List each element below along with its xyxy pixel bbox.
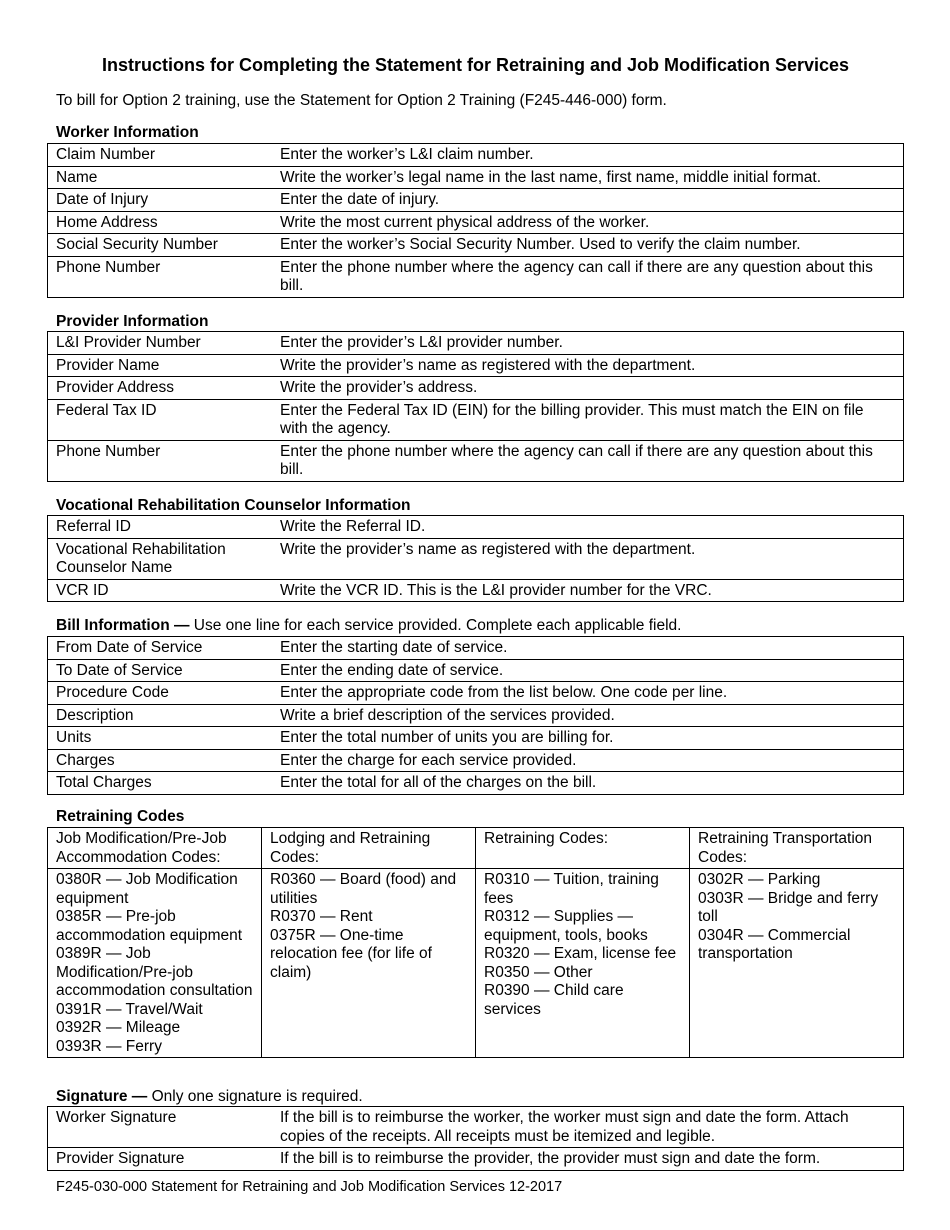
table-row — [48, 749, 904, 772]
table-row — [48, 538, 904, 579]
table-row — [48, 211, 904, 234]
code-item: 0303R — Bridge and ferry toll — [698, 889, 879, 925]
table-row — [48, 659, 904, 682]
row-label: Charges — [48, 749, 273, 772]
vrc-section-title: Vocational Rehabilitation Counselor Information — [56, 497, 411, 514]
codes-header: Retraining Codes: — [476, 828, 690, 869]
code-item: 0302R — Parking — [698, 871, 821, 888]
codes-column-retraining — [476, 869, 690, 1058]
table-row — [48, 579, 904, 602]
row-value: Enter the Federal Tax ID (EIN) for the billing provider. This must match the EIN on file with the agency. — [272, 399, 904, 440]
code-item: 0393R — Ferry — [56, 1037, 162, 1055]
row-label: From Date of Service — [48, 637, 273, 660]
row-label: Referral ID — [48, 516, 273, 539]
row-value: Enter the worker’s L&I claim number. — [272, 144, 904, 167]
table-row — [48, 772, 904, 795]
table-row — [48, 516, 904, 539]
row-value: Write a brief description of the services provided. — [272, 704, 904, 727]
row-value: Write the provider’s name as registered with the department. — [272, 354, 904, 377]
row-value: Write the provider’s name as registered with the department. — [272, 538, 904, 579]
row-value: Enter the worker’s Social Security Number. Used to verify the claim number. — [272, 234, 904, 257]
table-row — [48, 377, 904, 400]
row-label: Provider Name — [48, 354, 273, 377]
worker-table — [47, 143, 904, 298]
form-footer: F245-030-000 Statement for Retraining and Job Modification Services 12-2017 — [56, 1179, 563, 1195]
code-item: 0375R — One-time relocation fee (for life of claim) — [270, 926, 432, 981]
row-label: L&I Provider Number — [48, 332, 273, 355]
table-row — [48, 144, 904, 167]
codes-header: Job Modification/Pre-Job Accommodation Codes: — [48, 828, 262, 869]
table-row — [48, 354, 904, 377]
code-item: R0370 — Rent — [270, 908, 373, 925]
table-row — [48, 1148, 904, 1171]
row-label: Procedure Code — [48, 682, 273, 705]
row-value: Write the most current physical address of the worker. — [272, 211, 904, 234]
row-label: Vocational Rehabilitation Counselor Name — [48, 538, 273, 579]
row-label: To Date of Service — [48, 659, 273, 682]
row-value: Write the Referral ID. — [272, 516, 904, 539]
code-item: R0360 — Board (food) and utilities — [270, 871, 457, 907]
row-value: Write the provider’s address. — [272, 377, 904, 400]
codes-column-transportation — [690, 869, 904, 1058]
code-item: 0380R — Job Modification equipment — [56, 871, 238, 907]
codes-column-lodging — [262, 869, 476, 1058]
code-item: R0390 — Child care services — [484, 982, 624, 1018]
code-item: R0310 — Tuition, training fees — [484, 871, 659, 907]
table-row — [48, 166, 904, 189]
table-row — [48, 189, 904, 212]
code-item: R0350 — Other — [484, 963, 593, 981]
table-row — [48, 399, 904, 440]
row-label: Description — [48, 704, 273, 727]
row-label: Social Security Number — [48, 234, 273, 257]
table-row — [48, 234, 904, 257]
row-value: Enter the phone number where the agency can call if there are any question about this bill. — [272, 256, 904, 297]
codes-header: Retraining Transportation Codes: — [690, 828, 904, 869]
intro-text: To bill for Option 2 training, use the Statement for Option 2 Training (F245-446-000) form. — [56, 92, 667, 109]
row-value: If the bill is to reimburse the provider, the provider must sign and date the form. — [272, 1148, 904, 1171]
row-value: Write the VCR ID. This is the L&I provider number for the VRC. — [272, 579, 904, 602]
row-value: Enter the date of injury. — [272, 189, 904, 212]
row-label: Units — [48, 727, 273, 750]
row-label: Claim Number — [48, 144, 273, 167]
row-value: Enter the starting date of service. — [272, 637, 904, 660]
row-value: Enter the total number of units you are billing for. — [272, 727, 904, 750]
row-label: Phone Number — [48, 256, 273, 297]
table-row — [48, 682, 904, 705]
bill-heading-bold: Bill Information — — [56, 617, 190, 634]
table-row — [48, 440, 904, 481]
code-item: 0391R — Travel/Wait — [56, 1000, 203, 1018]
signature-section-title — [56, 1088, 363, 1106]
bill-table — [47, 636, 904, 795]
worker-section-title: Worker Information — [56, 124, 199, 141]
signature-table — [47, 1106, 904, 1171]
code-item: 0304R — Commercial transportation — [698, 926, 851, 962]
row-value: Write the worker’s legal name in the last name, first name, middle initial format. — [272, 166, 904, 189]
row-value: If the bill is to reimburse the worker, the worker must sign and date the form. Attach copies of the receipts. All receipts must be itemized and legible. — [272, 1107, 904, 1148]
row-value: Enter the provider’s L&I provider number. — [272, 332, 904, 355]
code-item: R0312 — Supplies — equipment, tools, books — [484, 908, 648, 944]
row-label: Federal Tax ID — [48, 399, 273, 440]
provider-table — [47, 331, 904, 482]
code-item: 0385R — Pre-job accommodation equipment — [56, 908, 243, 944]
row-label: Worker Signature — [48, 1107, 273, 1148]
row-value: Enter the total for all of the charges on the bill. — [272, 772, 904, 795]
row-value: Enter the charge for each service provided. — [272, 749, 904, 772]
table-row — [48, 637, 904, 660]
signature-heading-rest: Only one signature is required. — [147, 1088, 363, 1105]
code-item: R0320 — Exam, license fee — [484, 945, 677, 962]
bill-heading-rest: Use one line for each service provided. Complete each applicable field. — [189, 617, 682, 634]
codes-header: Lodging and Retraining Codes: — [262, 828, 476, 869]
vrc-table — [47, 515, 904, 602]
row-value: Enter the phone number where the agency can call if there are any question about this bill. — [272, 440, 904, 481]
row-label: Provider Signature — [48, 1148, 273, 1171]
signature-heading-bold: Signature — — [56, 1088, 148, 1105]
bill-section-title — [56, 617, 681, 635]
row-label: Provider Address — [48, 377, 273, 400]
table-row — [48, 256, 904, 297]
row-label: Home Address — [48, 211, 273, 234]
code-item: 0389R — Job Modification/Pre-job accommodation consultation — [56, 945, 253, 999]
page-title: Instructions for Completing the Statement for Retraining and Job Modification Services — [101, 55, 850, 75]
table-row — [48, 332, 904, 355]
table-row — [48, 704, 904, 727]
codes-column-job-modification — [48, 869, 262, 1058]
row-value: Enter the appropriate code from the list below. One code per line. — [272, 682, 904, 705]
codes-header-row — [48, 828, 904, 869]
provider-section-title: Provider Information — [56, 313, 209, 330]
table-row — [48, 1107, 904, 1148]
code-item: 0392R — Mileage — [56, 1019, 181, 1036]
row-label: VCR ID — [48, 579, 273, 602]
table-row — [48, 727, 904, 750]
row-value: Enter the ending date of service. — [272, 659, 904, 682]
codes-body-row — [48, 869, 904, 1058]
codes-table — [47, 827, 904, 1058]
row-label: Date of Injury — [48, 189, 273, 212]
codes-section-title: Retraining Codes — [56, 808, 185, 825]
row-label: Total Charges — [48, 772, 273, 795]
row-label: Phone Number — [48, 440, 273, 481]
row-label: Name — [48, 166, 273, 189]
